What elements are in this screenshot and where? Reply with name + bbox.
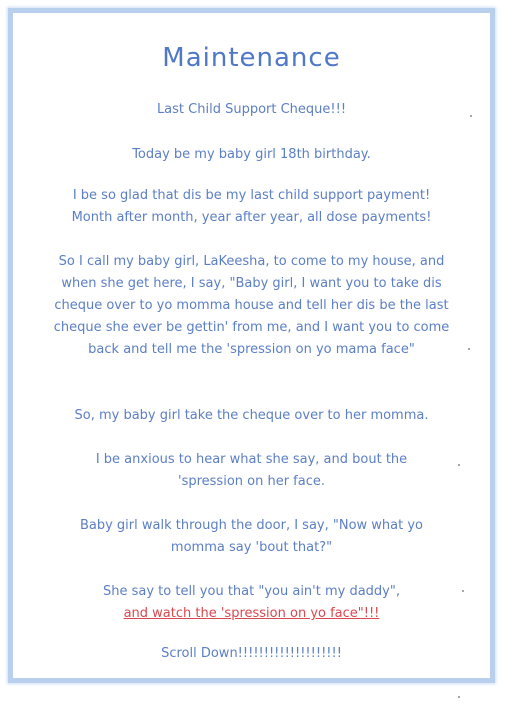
speck-mark bbox=[458, 464, 460, 466]
speck-mark bbox=[468, 348, 470, 350]
paragraph-walk-through-door: Baby girl walk through the door, I say, "Now what yo momma say 'bout that?" bbox=[79, 518, 424, 555]
page-title: Maintenance bbox=[162, 43, 341, 73]
punchline-line-1: She say to tell you that "you ain't my daddy", bbox=[102, 584, 400, 599]
paragraph-call-lakeesha: So I call my baby girl, LaKeesha, to come to my house, and when she get here, I say, "Baby girl, I want you to take dis cheque over to yo momma house and tell her dis be the last cheque she ever be gettin' from me, and I want you to come back and tell me the 'spression on yo mama face" bbox=[53, 254, 450, 357]
paragraph-last-payment: I be so glad that dis be my last child support payment! Month after month, year after year, all dose payments! bbox=[71, 188, 432, 225]
paragraph-birthday: Today be my baby girl 18th birthday. bbox=[132, 147, 371, 162]
speck-mark bbox=[458, 696, 460, 698]
speck-mark bbox=[462, 590, 464, 592]
punchline-line-2: and watch the 'spression on yo face"!!! bbox=[123, 606, 380, 621]
subtitle: Last Child Support Cheque!!! bbox=[156, 102, 347, 117]
paragraph-take-cheque: So, my baby girl take the cheque over to her momma. bbox=[74, 408, 429, 423]
page-frame bbox=[8, 8, 495, 683]
speck-mark bbox=[470, 115, 472, 117]
paragraph-anxious: I be anxious to hear what she say, and bout the 'spression on her face. bbox=[95, 452, 408, 489]
scroll-down-prompt: Scroll Down!!!!!!!!!!!!!!!!!!!! bbox=[161, 646, 342, 661]
